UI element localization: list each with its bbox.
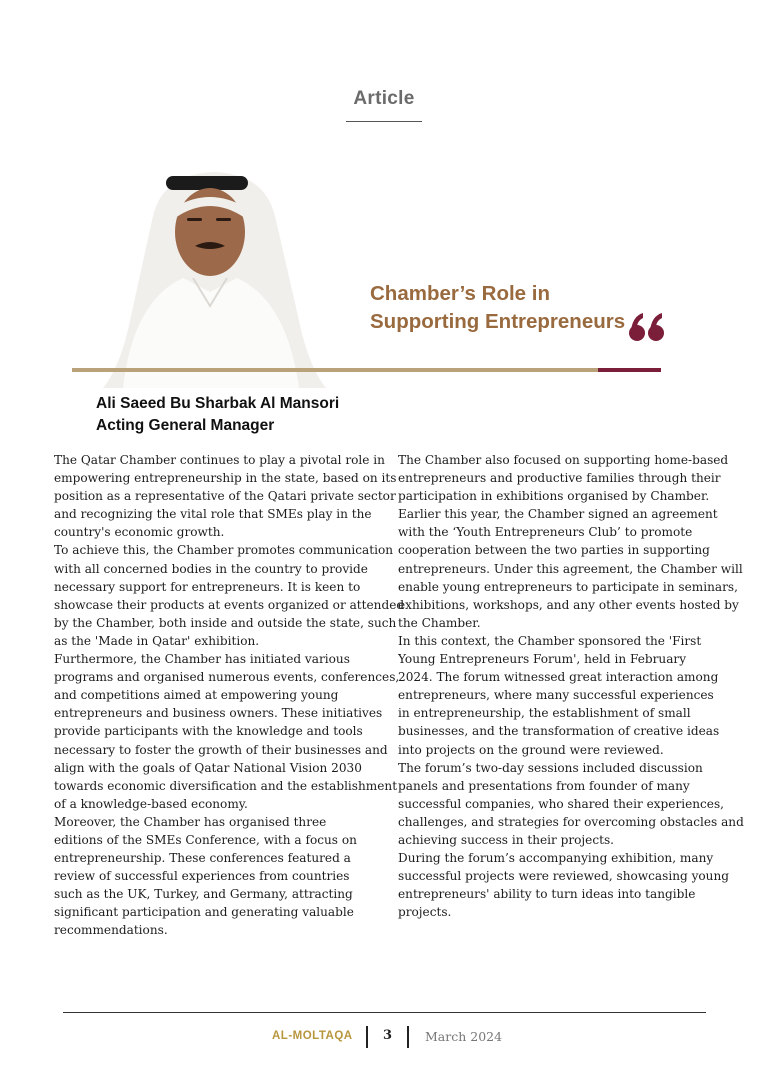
body-text-line: empowering entrepreneurship in the state, based on its — [54, 471, 397, 486]
body-text-line: successful projects were reviewed, showcasing young — [398, 869, 730, 884]
body-text-line: To achieve this, the Chamber promotes communication — [54, 543, 394, 558]
body-text-line: exhibitions, workshops, and any other events hosted by — [398, 597, 739, 612]
body-text-line: towards economic diversification and the establishment — [54, 778, 398, 793]
body-text-line: Furthermore, the Chamber has initiated various — [54, 652, 350, 667]
body-text-line: Earlier this year, the Chamber signed an agreement — [398, 507, 718, 522]
author-photo — [103, 166, 326, 388]
body-text-line: panels and presentations from founder of many — [398, 778, 690, 793]
body-text-line: necessary to foster the growth of their businesses and — [54, 742, 388, 757]
body-text-line: Young Entrepreneurs Forum', held in February — [398, 652, 687, 667]
quote-icon — [627, 310, 667, 344]
body-text-line: businesses, and the transformation of creative ideas — [398, 724, 720, 739]
body-text-line: entrepreneurship. These conferences featured a — [54, 851, 351, 866]
body-text-line: country's economic growth. — [54, 525, 225, 540]
body-text-line: achieving success in their projects. — [398, 832, 615, 847]
body-text-line: provide participants with the knowledge and tools — [54, 724, 363, 739]
body-text-line: participation in exhibitions organised by Chamber. — [398, 489, 710, 504]
body-text-line: The Qatar Chamber continues to play a pivotal role in — [54, 453, 385, 467]
author-role: Acting General Manager — [96, 417, 275, 434]
body-text-line: editions of the SMEs Conference, with a focus on — [54, 832, 357, 847]
title-divider-gold — [72, 368, 598, 372]
body-text-line: entrepreneurs. Under this agreement, the Chamber will — [398, 561, 743, 576]
article-title-line-2: Supporting Entrepreneurs — [370, 310, 626, 333]
author-block — [96, 393, 339, 437]
body-text-line: 2024. The forum witnessed great interaction among — [398, 670, 719, 685]
body-text-line: showcase their products at events organized or attended — [54, 597, 405, 612]
section-label: Article — [353, 88, 415, 109]
body-text-line: projects. — [398, 905, 452, 920]
author-name: Ali Saeed Bu Sharbak Al Mansori — [96, 395, 340, 412]
body-text-line: the Chamber. — [398, 615, 481, 630]
body-text-line: In this context, the Chamber sponsored the 'First — [398, 633, 702, 648]
body-text-line: During the forum’s accompanying exhibition, many — [398, 851, 714, 866]
body-text-line: as the 'Made in Qatar' exhibition. — [54, 633, 260, 648]
body-text-line: Moreover, the Chamber has organised three — [54, 814, 327, 829]
footer-separator — [407, 1026, 409, 1048]
section-underline — [346, 121, 422, 122]
body-text-line: with all concerned bodies in the country to provide — [54, 561, 368, 576]
body-text-line: and competitions aimed at empowering young — [54, 688, 339, 703]
body-text-line: entrepreneurs and business owners. These initiatives — [54, 706, 383, 721]
footer-separator — [366, 1026, 368, 1048]
footer-divider — [63, 1012, 706, 1013]
body-text-line: The forum’s two-day sessions included discussion — [398, 760, 703, 775]
body-text-line: challenges, and strategies for overcoming obstacles and — [398, 814, 744, 829]
body-text-line: enable young entrepreneurs to participate in seminars, — [398, 579, 738, 594]
body-text-line: necessary support for entrepreneurs. It is keen to — [54, 579, 361, 594]
article-title-line-1: Chamber’s Role in — [370, 282, 550, 305]
body-text-line: position as a representative of the Qatari private sector — [54, 489, 396, 504]
body-text-line: entrepreneurs' ability to turn ideas into tangible — [398, 887, 696, 902]
body-text-line: successful companies, who shared their experiences, — [398, 796, 725, 811]
body-text-line: cooperation between the two parties in supporting — [398, 543, 710, 558]
body-column-left — [54, 451, 405, 940]
body-text-line: by the Chamber, both inside and outside the state, such — [54, 615, 397, 630]
body-text-line: of a knowledge-based economy. — [54, 796, 248, 811]
body-text-line: such as the UK, Turkey, and Germany, attracting — [54, 887, 353, 902]
issue-date: March 2024 — [425, 1029, 503, 1044]
page-number: 3 — [383, 1028, 393, 1043]
article-title — [370, 280, 650, 336]
body-text-line: in entrepreneurship, the establishment of small — [398, 706, 691, 721]
body-text-line: with the ‘Youth Entrepreneurs Club’ to promote — [398, 525, 693, 540]
body-text-line: and recognizing the vital role that SMEs play in the — [54, 507, 372, 522]
title-divider-maroon — [598, 368, 661, 372]
body-text-line: review of successful experiences from countries — [54, 869, 350, 884]
body-text-line: entrepreneurs and productive families through their — [398, 471, 721, 486]
body-text-line: programs and organised numerous events, conferences, — [54, 670, 400, 685]
body-text-line: entrepreneurs, where many successful experiences — [398, 688, 714, 703]
body-column-right — [398, 451, 744, 921]
body-text-line: recommendations. — [54, 923, 168, 938]
body-text-line: align with the goals of Qatar National Vision 2030 — [54, 760, 362, 775]
body-text-line: significant participation and generating valuable — [54, 905, 354, 920]
body-text-line: into projects on the ground were reviewed. — [398, 742, 664, 757]
brand-logo: AL-MOLTAQA — [272, 1030, 353, 1042]
body-text-line: The Chamber also focused on supporting home-based — [398, 453, 729, 467]
